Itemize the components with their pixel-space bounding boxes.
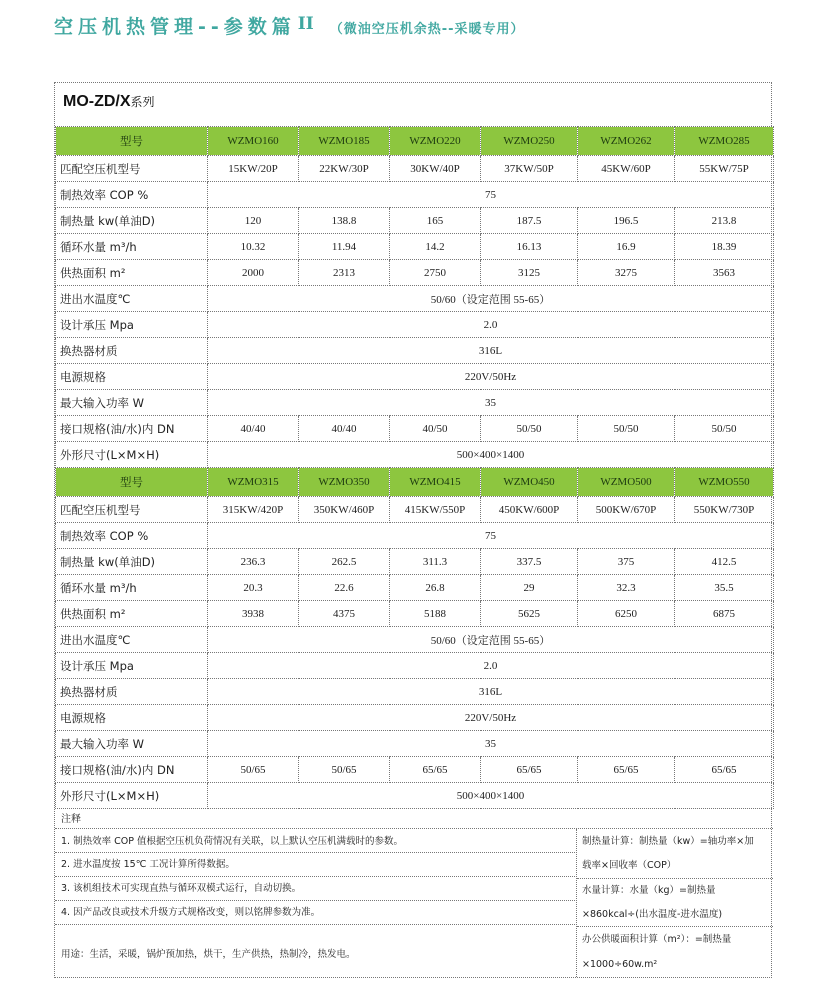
value-cell: 40/50 xyxy=(390,416,481,442)
row-label: 匹配空压机型号 xyxy=(56,497,208,523)
note-item: 3. 该机组技术可实现直热与循环双模式运行，自动切换。 xyxy=(55,877,577,901)
value-cell: 15KW/20P xyxy=(208,156,299,182)
dimensions-row xyxy=(56,783,774,809)
row-label: 设计承压 Mpa xyxy=(56,312,208,338)
value-cell: 3563 xyxy=(675,260,774,286)
value-cell: 50/50 xyxy=(578,416,675,442)
row-label: 设计承压 Mpa xyxy=(56,653,208,679)
shared-value-cell: 50/60（设定范围 55-65） xyxy=(208,627,774,653)
compressor-row xyxy=(56,156,774,182)
water-temp-row xyxy=(56,627,774,653)
model-name-cell: WZMO550 xyxy=(675,468,774,497)
row-label: 进出水温度℃ xyxy=(56,286,208,312)
model-name-cell: WZMO450 xyxy=(481,468,578,497)
value-cell: 14.2 xyxy=(390,234,481,260)
shared-value-cell: 50/60（设定范围 55-65） xyxy=(208,286,774,312)
notes-title: 注释 xyxy=(55,811,773,829)
shared-value-cell: 500×400×1400 xyxy=(208,783,774,809)
series-heading xyxy=(63,93,155,111)
value-cell: 196.5 xyxy=(578,208,675,234)
value-cell: 3125 xyxy=(481,260,578,286)
row-label: 换热器材质 xyxy=(56,679,208,705)
shared-value-cell: 316L xyxy=(208,679,774,705)
model-name-cell: WZMO220 xyxy=(390,127,481,156)
model-name-cell: WZMO415 xyxy=(390,468,481,497)
water-temp-row xyxy=(56,286,774,312)
row-label: 制热效率 COP % xyxy=(56,523,208,549)
value-cell: 29 xyxy=(481,575,578,601)
shared-value-cell: 75 xyxy=(208,182,774,208)
model-row xyxy=(56,468,774,497)
value-cell: 5188 xyxy=(390,601,481,627)
model-name-cell: WZMO160 xyxy=(208,127,299,156)
row-label: 最大输入功率 W xyxy=(56,731,208,757)
value-cell: 311.3 xyxy=(390,549,481,575)
shared-value-cell: 500×400×1400 xyxy=(208,442,774,468)
model-name-cell: WZMO185 xyxy=(299,127,390,156)
shared-value-cell: 220V/50Hz xyxy=(208,705,774,731)
row-label: 供热面积 m² xyxy=(56,260,208,286)
row-label: 型号 xyxy=(56,468,208,497)
value-cell: 40/40 xyxy=(299,416,390,442)
value-cell: 415KW/550P xyxy=(390,497,481,523)
value-cell: 50/65 xyxy=(208,757,299,783)
value-cell: 26.8 xyxy=(390,575,481,601)
power-spec-row xyxy=(56,364,774,390)
shared-value-cell: 2.0 xyxy=(208,312,774,338)
spec-table xyxy=(55,126,774,809)
spec-sheet-frame xyxy=(54,82,772,978)
shared-value-cell: 316L xyxy=(208,338,774,364)
usage-note: 用途：生活，采暖，锅炉预加热，烘干，生产供热，热制冷，热发电。 xyxy=(61,949,356,960)
row-label: 换热器材质 xyxy=(56,338,208,364)
value-cell: 22.6 xyxy=(299,575,390,601)
row-label: 最大输入功率 W xyxy=(56,390,208,416)
value-cell: 2000 xyxy=(208,260,299,286)
row-label: 接口规格(油/水)内 DN xyxy=(56,757,208,783)
row-label: 制热量 kw(单油D) xyxy=(56,549,208,575)
power-spec-row xyxy=(56,705,774,731)
value-cell: 2313 xyxy=(299,260,390,286)
row-label: 外形尺寸(L×M×H) xyxy=(56,783,208,809)
formula-line: 办公供暖面积计算（m²）：=制热量 xyxy=(582,934,732,945)
formula-line: 载率×回收率（COP） xyxy=(577,853,773,879)
value-cell: 262.5 xyxy=(299,549,390,575)
value-cell: 35.5 xyxy=(675,575,774,601)
value-cell: 450KW/600P xyxy=(481,497,578,523)
value-cell: 50/65 xyxy=(299,757,390,783)
page-title xyxy=(54,12,524,38)
title-subtitle: （微油空压机余热--采暖专用） xyxy=(329,22,525,37)
value-cell: 337.5 xyxy=(481,549,578,575)
shared-value-cell: 75 xyxy=(208,523,774,549)
value-cell: 4375 xyxy=(299,601,390,627)
row-label: 制热效率 COP % xyxy=(56,182,208,208)
value-cell: 500KW/670P xyxy=(578,497,675,523)
model-name-cell: WZMO285 xyxy=(675,127,774,156)
port-size-row xyxy=(56,416,774,442)
pressure-row xyxy=(56,312,774,338)
formula-line: 制热量计算：制热量（kw）=轴功率×加 xyxy=(582,836,754,847)
row-label: 进出水温度℃ xyxy=(56,627,208,653)
value-cell: 65/65 xyxy=(675,757,774,783)
note-item: 2. 进水温度按 15℃ 工况计算所得数据。 xyxy=(55,853,577,877)
value-cell: 65/65 xyxy=(578,757,675,783)
value-cell: 236.3 xyxy=(208,549,299,575)
row-label: 匹配空压机型号 xyxy=(56,156,208,182)
value-cell: 187.5 xyxy=(481,208,578,234)
value-cell: 138.8 xyxy=(299,208,390,234)
value-cell: 40/40 xyxy=(208,416,299,442)
cop-row xyxy=(56,182,774,208)
model-name-cell: WZMO262 xyxy=(578,127,675,156)
heat-output-row xyxy=(56,208,774,234)
row-label: 接口规格(油/水)内 DN xyxy=(56,416,208,442)
value-cell: 30KW/40P xyxy=(390,156,481,182)
value-cell: 65/65 xyxy=(481,757,578,783)
heating-area-row xyxy=(56,260,774,286)
water-flow-row xyxy=(56,234,774,260)
pressure-row xyxy=(56,653,774,679)
value-cell: 50/50 xyxy=(675,416,774,442)
value-cell: 55KW/75P xyxy=(675,156,774,182)
value-cell: 6250 xyxy=(578,601,675,627)
heating-area-row xyxy=(56,601,774,627)
formula-line: ×1000÷60w.m² xyxy=(582,959,658,970)
value-cell: 120 xyxy=(208,208,299,234)
formula-list xyxy=(577,829,773,977)
heat-output-row xyxy=(56,549,774,575)
row-label: 型号 xyxy=(56,127,208,156)
value-cell: 3938 xyxy=(208,601,299,627)
value-cell: 65/65 xyxy=(390,757,481,783)
value-cell: 20.3 xyxy=(208,575,299,601)
value-cell: 37KW/50P xyxy=(481,156,578,182)
port-size-row xyxy=(56,757,774,783)
row-label: 循环水量 m³/h xyxy=(56,575,208,601)
compressor-row xyxy=(56,497,774,523)
formula-line: ×860kcal÷(出水温度-进水温度) xyxy=(577,903,773,927)
model-name-cell: WZMO350 xyxy=(299,468,390,497)
cop-row xyxy=(56,523,774,549)
value-cell: 315KW/420P xyxy=(208,497,299,523)
row-label: 电源规格 xyxy=(56,364,208,390)
note-item: 4. 因产品改良或技术升级方式规格改变，则以铭牌参数为准。 xyxy=(55,901,577,925)
model-name-cell: WZMO250 xyxy=(481,127,578,156)
value-cell: 412.5 xyxy=(675,549,774,575)
value-cell: 50/50 xyxy=(481,416,578,442)
notes-list xyxy=(55,829,577,977)
row-label: 循环水量 m³/h xyxy=(56,234,208,260)
model-name-cell: WZMO500 xyxy=(578,468,675,497)
value-cell: 550KW/730P xyxy=(675,497,774,523)
value-cell: 213.8 xyxy=(675,208,774,234)
value-cell: 350KW/460P xyxy=(299,497,390,523)
value-cell: 16.13 xyxy=(481,234,578,260)
value-cell: 16.9 xyxy=(578,234,675,260)
row-label: 电源规格 xyxy=(56,705,208,731)
value-cell: 10.32 xyxy=(208,234,299,260)
shared-value-cell: 35 xyxy=(208,390,774,416)
shared-value-cell: 2.0 xyxy=(208,653,774,679)
max-power-row xyxy=(56,390,774,416)
material-row xyxy=(56,338,774,364)
shared-value-cell: 220V/50Hz xyxy=(208,364,774,390)
series-code: MO-ZD/X xyxy=(63,93,131,110)
value-cell: 6875 xyxy=(675,601,774,627)
dimensions-row xyxy=(56,442,774,468)
notes-section xyxy=(55,829,773,977)
row-label: 制热量 kw(单油D) xyxy=(56,208,208,234)
title-roman-numeral: II xyxy=(297,14,314,34)
shared-value-cell: 35 xyxy=(208,731,774,757)
value-cell: 22KW/30P xyxy=(299,156,390,182)
model-row xyxy=(56,127,774,156)
row-label: 外形尺寸(L×M×H) xyxy=(56,442,208,468)
row-label: 供热面积 m² xyxy=(56,601,208,627)
formula-line: 水量计算：水量（kg）=制热量 xyxy=(582,885,716,896)
value-cell: 18.39 xyxy=(675,234,774,260)
material-row xyxy=(56,679,774,705)
note-item: 1. 制热效率 COP 值根据空压机负荷情况有关联，以上默认空压机满载时的参数。 xyxy=(55,829,577,853)
value-cell: 11.94 xyxy=(299,234,390,260)
value-cell: 3275 xyxy=(578,260,675,286)
value-cell: 32.3 xyxy=(578,575,675,601)
model-name-cell: WZMO315 xyxy=(208,468,299,497)
value-cell: 375 xyxy=(578,549,675,575)
value-cell: 45KW/60P xyxy=(578,156,675,182)
value-cell: 2750 xyxy=(390,260,481,286)
series-suffix: 系列 xyxy=(130,95,155,109)
value-cell: 165 xyxy=(390,208,481,234)
water-flow-row xyxy=(56,575,774,601)
title-main: 空压机热管理--参数篇 xyxy=(54,16,296,38)
max-power-row xyxy=(56,731,774,757)
value-cell: 5625 xyxy=(481,601,578,627)
